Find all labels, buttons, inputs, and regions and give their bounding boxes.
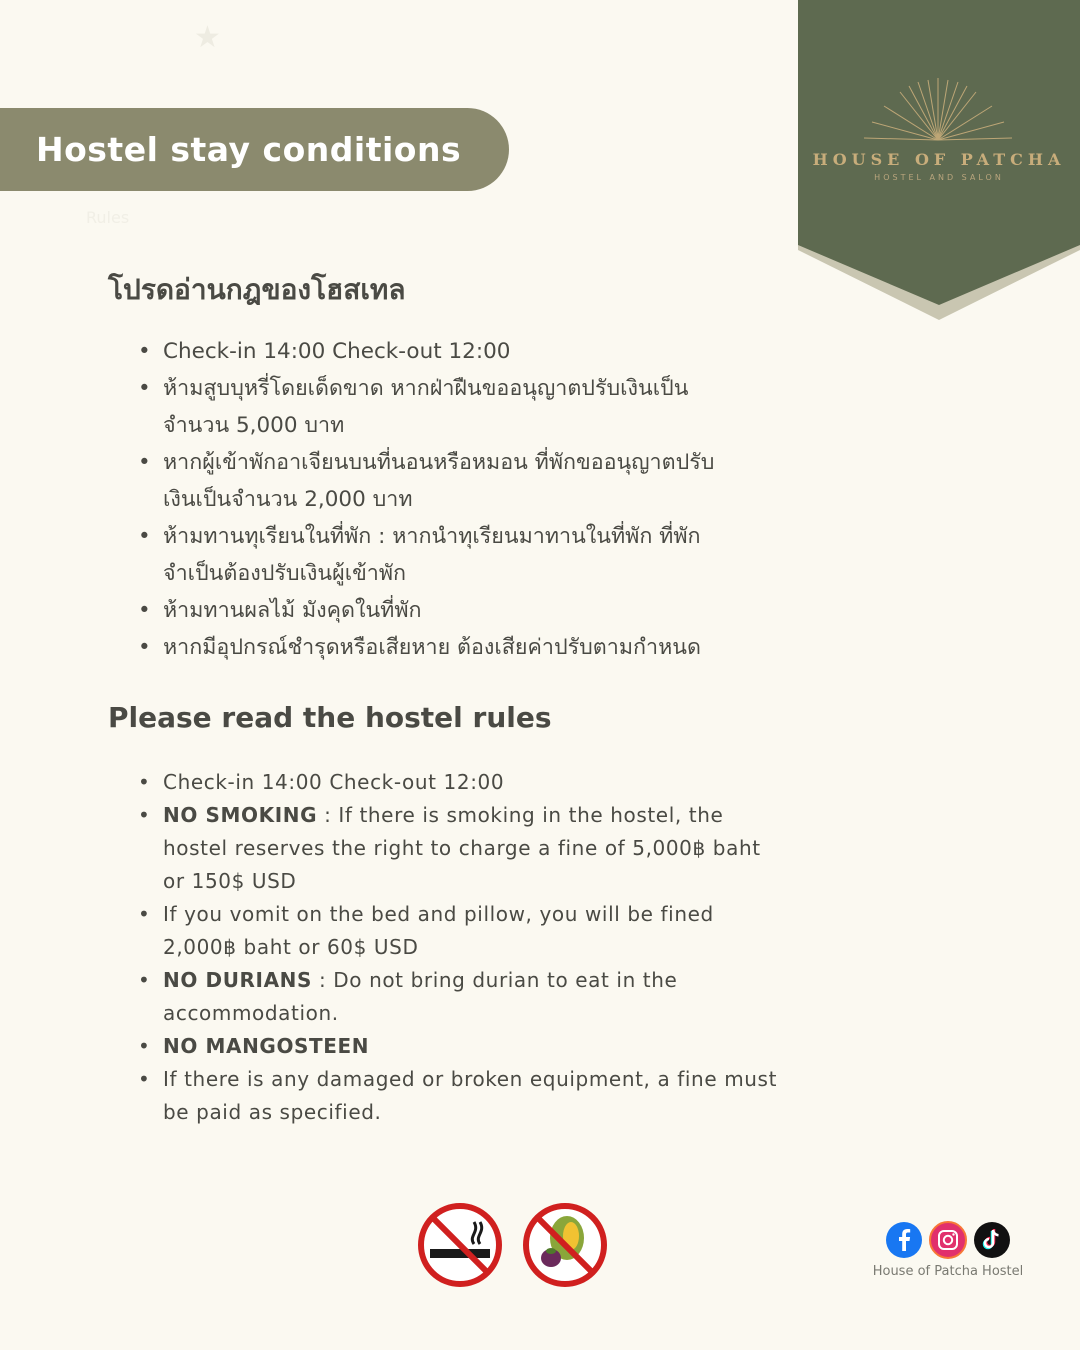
english-heading: Please read the hostel rules	[108, 701, 552, 734]
list-item: • หากมีอุปกรณ์ชำรุดหรือเสียหาย ต้องเสียค่าปรับตามกำหนด	[138, 635, 701, 660]
list-item: • Check-in 14:00 Check-out 12:00	[138, 339, 511, 364]
star-decoration: ★	[194, 20, 221, 55]
no-durian-icon	[521, 1202, 609, 1288]
list-item: • หากผู้เข้าพักอาเจียนบนที่นอนหรือหมอน ที่พักขออนุญาตปรับ เงินเป็นจำนวน 2,000 บาท	[138, 450, 715, 512]
list-item: • NO MANGOSTEEN	[138, 1034, 370, 1058]
english-rules-list	[108, 766, 908, 1129]
thai-rules-list	[108, 333, 908, 666]
list-item: • ห้ามทานผลไม้ มังคุดในที่พัก	[138, 598, 422, 623]
list-item: • ห้ามสูบบุหรี่โดยเด็ดขาด หากฝ่าฝืนขออนุญาตปรับเงินเป็น จำนวน 5,000 บาท	[138, 376, 689, 438]
faint-watermark-text: Rules	[86, 208, 130, 227]
list-item: • Check-in 14:00 Check-out 12:00	[138, 770, 505, 794]
page-title: Hostel stay conditions	[36, 130, 462, 169]
thai-heading: โปรดอ่านกฎของโฮสเทล	[108, 273, 406, 306]
brand-name: HOUSE OF PATCHA	[812, 150, 1066, 169]
tiktok-icon[interactable]	[972, 1220, 1012, 1260]
no-smoking-icon	[416, 1202, 504, 1288]
instagram-icon[interactable]	[928, 1220, 968, 1260]
list-item: • ห้ามทานทุเรียนในที่พัก : หากนำทุเรียนมาทานในที่พัก ที่พัก จำเป็นต้องปรับเงินผู้เข้าพัก	[138, 524, 701, 586]
list-item: • NO DURIANS : Do not bring durian to eat in the accommodation.	[138, 968, 678, 1025]
facebook-icon[interactable]	[884, 1220, 924, 1260]
list-item: • If there is any damaged or broken equipment, a fine must be paid as specified.	[138, 1067, 778, 1124]
list-item: • If you vomit on the bed and pillow, you will be fined 2,000฿ baht or 60$ USD	[138, 902, 714, 959]
brand-tagline: HOSTEL AND SALON	[874, 173, 1004, 182]
social-caption: House of Patcha Hostel	[872, 1264, 1024, 1279]
list-item: • NO SMOKING : If there is smoking in the hostel, the hostel reserves the right to charge a fine of 5,000฿ baht or 150$ USD	[138, 803, 761, 893]
title-banner	[0, 108, 509, 191]
